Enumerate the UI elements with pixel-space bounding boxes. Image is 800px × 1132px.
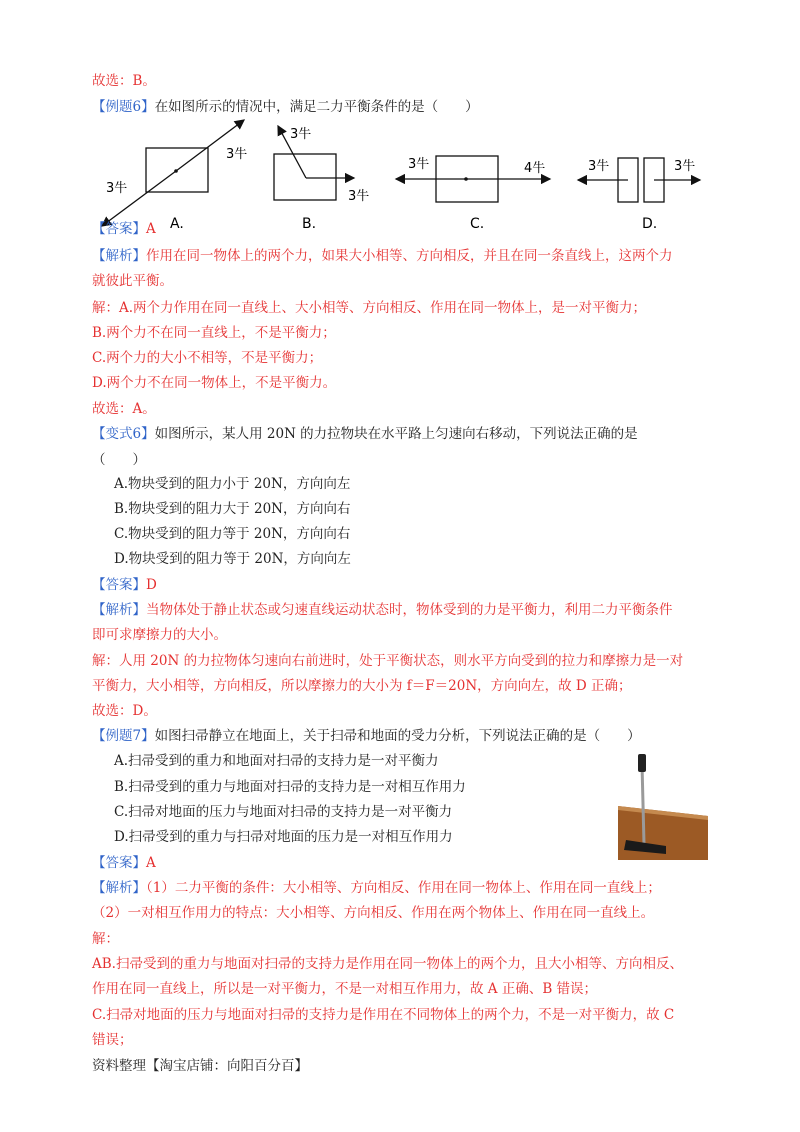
- tag: 【解析】: [92, 880, 146, 896]
- text-line: 故选：A。: [92, 401, 156, 417]
- text-line: C.两个力的大小不相等，不是平衡力；: [92, 350, 323, 366]
- force-label: 3牛: [674, 159, 696, 174]
- answer: 【答案】A: [92, 855, 156, 871]
- footer: 资料整理【淘宝店铺：向阳百分百】: [92, 1058, 308, 1074]
- diagram-label: C.: [470, 216, 485, 232]
- force-label: 3牛: [348, 189, 370, 204]
- answer: 【答案】D: [92, 577, 157, 593]
- option: D.物块受到的阻力等于 20N，方向向左: [114, 551, 351, 567]
- text-line: （2）一对相互作用力的特点：大小相等、方向相反、作用在两个物体上、作用在同一直线上。: [92, 905, 655, 921]
- option: D.扫帚受到的重力与扫帚对地面的压力是一对相互作用力: [114, 829, 453, 845]
- text-line: 解：A.两个力作用在同一直线上、大小相等、方向相反、作用在同一物体上，是一对平衡力；: [92, 300, 647, 316]
- text-line: D.两个力不在同一物体上，不是平衡力。: [92, 375, 337, 391]
- force-label: 3牛: [290, 127, 312, 142]
- diagram-label: A.: [170, 216, 184, 232]
- tag: 【答案】: [92, 221, 146, 237]
- option: C.扫帚对地面的压力与地面对扫帚的支持力是一对平衡力: [114, 804, 453, 820]
- force-label: 3牛: [106, 181, 128, 196]
- diagram-d: [578, 158, 700, 232]
- text-line: 错误；: [92, 1032, 133, 1048]
- diagram-b: [274, 126, 369, 232]
- force-diagrams: [92, 114, 712, 232]
- text-line: 就彼此平衡。: [92, 273, 173, 289]
- force-label: 4牛: [524, 161, 546, 176]
- example-7-question: 【例题7】如图扫帚静立在地面上，关于扫帚和地面的受力分析，下列说法正确的是（ ）: [92, 728, 641, 744]
- analysis: 【解析】（1）二力平衡的条件：大小相等、方向相反、作用在同一物体上、作用在同一直线上；: [92, 880, 661, 896]
- option: A.物块受到的阻力小于 20N，方向向左: [114, 476, 351, 492]
- option: A.扫帚受到的重力和地面对扫帚的支持力是一对平衡力: [114, 753, 439, 769]
- tag: 【例题6】: [92, 99, 155, 115]
- analysis: 【解析】当物体处于静止状态或匀速直线运动状态时，物体受到的力是平衡力，利用二力平衡条件: [92, 602, 673, 618]
- text-line: 故选：D。: [92, 703, 157, 719]
- option: B.扫帚受到的重力与地面对扫帚的支持力是一对相互作用力: [114, 779, 466, 795]
- example-6-question: 【例题6】在如图所示的情况中，满足二力平衡条件的是（ ）: [92, 99, 479, 115]
- text-line: 即可求摩擦力的大小。: [92, 627, 227, 643]
- tag: 【解析】: [92, 602, 146, 618]
- force-label: 3牛: [408, 157, 430, 172]
- text-line: 解：人用 20N 的力拉物体匀速向右前进时，处于平衡状态，则水平方向受到的拉力和摩擦力是一对: [92, 653, 684, 669]
- variant-6-question: 【变式6】如图所示，某人用 20N 的力拉物块在水平路上匀速向右移动，下列说法正确的是: [92, 426, 638, 442]
- force-label: 3牛: [588, 159, 610, 174]
- tag: 【解析】: [92, 248, 146, 264]
- text-line: 解：: [92, 931, 119, 947]
- text-line: 平衡力，大小相等，方向相反，所以摩擦力的大小为 f＝F＝20N，方向向左，故 D 正确；: [92, 678, 632, 694]
- force-label: 3牛: [226, 147, 248, 162]
- broom-photo: [618, 748, 708, 860]
- text-line: C.扫帚对地面的压力与地面对扫帚的支持力是作用在不同物体上的两个力，不是一对平衡力，故 C: [92, 1007, 675, 1023]
- text-line: B.两个力不在同一直线上，不是平衡力；: [92, 325, 336, 341]
- tag: 【变式6】: [92, 426, 155, 442]
- option: C.物块受到的阻力等于 20N，方向向右: [114, 526, 351, 542]
- text-line: 故选：B。: [92, 73, 156, 89]
- option: B.物块受到的阻力大于 20N，方向向右: [114, 501, 351, 517]
- tag: 【例题7】: [92, 728, 155, 744]
- answer: 【答案】A: [92, 221, 156, 237]
- tag: 【答案】: [92, 577, 146, 593]
- text-line: AB.扫帚受到的重力与地面对扫帚的支持力是作用在同一物体上的两个力，且大小相等、方向相反、: [92, 956, 683, 972]
- diagram-a: [102, 120, 247, 232]
- diagram-label: B.: [302, 216, 317, 232]
- text-line: 作用在同一直线上，所以是一对平衡力，不是一对相互作用力，故 A 正确、B 错误；: [92, 981, 598, 997]
- diagram-c: [396, 156, 550, 232]
- text-line: （ ）: [92, 452, 146, 468]
- analysis: 【解析】作用在同一物体上的两个力，如果大小相等、方向相反，并且在同一条直线上，这两个力: [92, 248, 673, 264]
- tag: 【答案】: [92, 855, 146, 871]
- diagram-label: D.: [642, 216, 658, 232]
